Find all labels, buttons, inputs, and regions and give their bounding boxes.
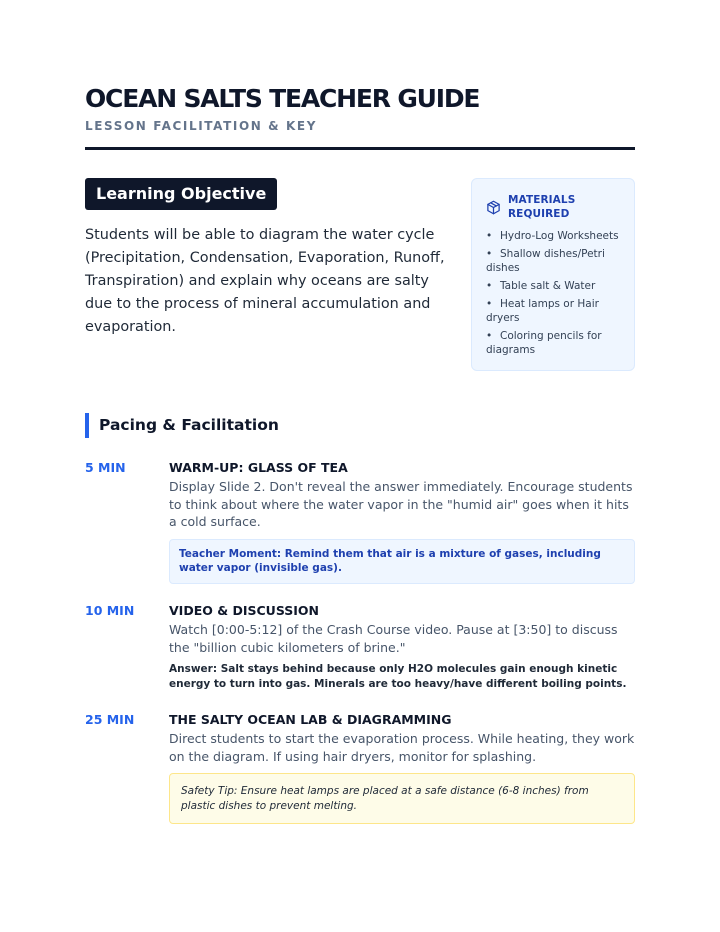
step-title: WARM-UP: GLASS OF TEA (169, 460, 348, 475)
step-time: 25 MIN (85, 712, 135, 727)
teacher-moment-callout: Teacher Moment: Remind them that air is a mixture of gases, including water vapor (invisible gas). (169, 539, 635, 584)
safety-tip-callout: Safety Tip: Ensure heat lamps are placed at a safe distance (6-8 inches) from plastic dishes to prevent melting. (169, 773, 635, 824)
step-description: Watch [0:00-5:12] of the Crash Course video. Pause at [3:50] to discuss the "billion cubic kilometers of brine." (169, 622, 618, 655)
list-item: • Heat lamps or Hair dryers (486, 298, 599, 324)
guide-page (85, 0, 635, 932)
header-divider (85, 147, 635, 150)
learning-objective-text: Students will be able to diagram the water cycle (Precipitation, Condensation, Evaporation, Runoff, Transpiration) and explain why oceans are salty due to the process of mineral accumulation and evaporation. (85, 227, 445, 335)
step-title: VIDEO & DISCUSSION (169, 603, 320, 618)
step-time: 10 MIN (85, 603, 135, 618)
list-item: • Coloring pencils for diagrams (486, 330, 602, 356)
materials-panel (471, 178, 635, 371)
list-item: • Hydro-Log Worksheets (486, 230, 619, 242)
learning-objective-label: Learning Objective (85, 178, 277, 210)
page-title: OCEAN SALTS TEACHER GUIDE (85, 84, 480, 113)
step-title: THE SALTY OCEAN LAB & DIAGRAMMING (169, 712, 452, 727)
page-subtitle: LESSON FACILITATION & KEY (85, 119, 318, 133)
step-description: Display Slide 2. Don't reveal the answer immediately. Encourage students to think about where the water vapor in the "humid air" goes when it hits a cold surface. (169, 479, 633, 529)
answer-note: Answer: Salt stays behind because only H2O molecules gain enough kinetic energy to turn into gas. Minerals are too heavy/have different boiling points. (169, 663, 627, 690)
list-item: • Shallow dishes/Petri dishes (486, 248, 605, 274)
cube-icon (486, 200, 501, 215)
pacing-heading: Pacing & Facilitation (85, 413, 279, 438)
step-time: 5 MIN (85, 460, 126, 475)
step-description: Direct students to start the evaporation process. While heating, they work on the diagram. If using hair dryers, monitor for splashing. (169, 731, 635, 764)
list-item: • Table salt & Water (486, 280, 596, 292)
materials-list (486, 229, 620, 357)
materials-title: MATERIALS REQUIRED (508, 194, 576, 220)
